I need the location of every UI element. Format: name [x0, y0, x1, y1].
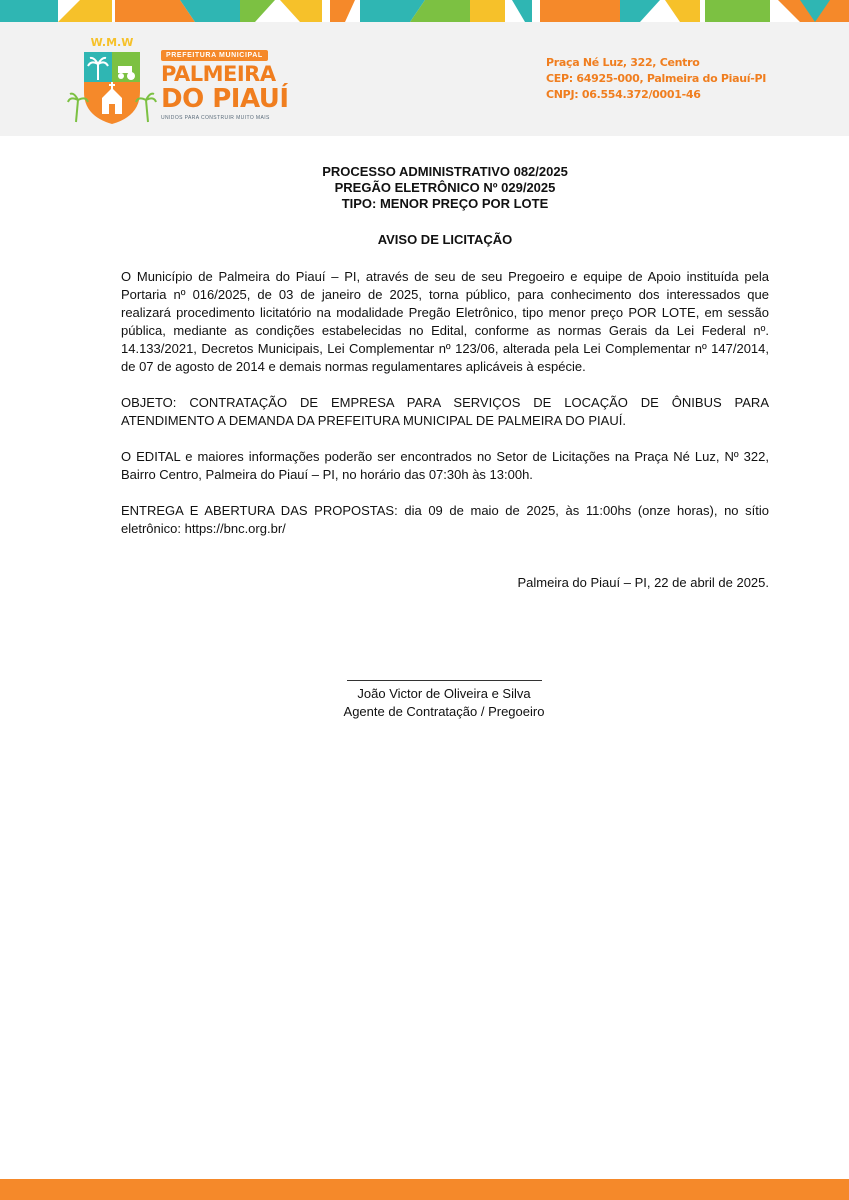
signature-block	[299, 668, 589, 721]
contact-cnpj: CNPJ: 06.554.372/0001-46	[546, 88, 701, 101]
contact-cep: CEP: 64925-000, Palmeira do Piauí-PI	[546, 72, 767, 85]
footer-decorative-strip	[0, 1179, 849, 1200]
prefeitura-label: PREFEITURA MUNICIPAL	[161, 50, 268, 61]
municipal-emblem-logo	[66, 30, 158, 128]
signatory-role: Agente de Contratação / Pregoeiro	[343, 704, 545, 719]
paragraph-entrega: ENTREGA E ABERTURA DAS PROPOSTAS: dia 09 de maio de 2025, às 11:00hs (onze horas), no sítio eletrônico: https://bnc.org.br/	[121, 503, 769, 536]
notice-title: AVISO DE LICITAÇÃO	[377, 232, 513, 247]
paragraph-intro: O Município de Palmeira do Piauí – PI, através de seu de seu Pregoeiro e equipe de Apoio instituída pela Portaria nº 016/2025, de 03 de janeiro de 2025, torna público, para conhecimento dos interessados que realizará procedimento licitatório na modalidade Pregão Eletrônico, tipo menor preço POR LOTE, em sessão pública, mediante as condições estabelecidas no Edital, conforme as normas Gerais da Lei Federal nº. 14.133/2021, Decretos Municipais, Lei Complementar nº 123/06, alterada pela Lei Complementar nº 147/2014, de 07 de agosto de 2014 e demais normas regulamentares aplicáveis à espécie.	[121, 269, 769, 374]
process-heading	[121, 164, 769, 212]
wordmark-line-do-piaui: DO PIAUÍ	[161, 84, 289, 114]
notice-document	[121, 164, 769, 592]
signature-line	[347, 680, 542, 681]
place-and-date: Palmeira do Piauí – PI, 22 de abril de 2025.	[517, 575, 769, 590]
wordmark-line-palmeira: PALMEIRA	[161, 62, 276, 86]
crown-mark: W.M.W	[90, 36, 134, 49]
wordmark-tagline: UNIDOS PARA CONSTRUIR MUITO MAIS	[161, 115, 270, 121]
contact-address: Praça Né Luz, 322, Centro	[546, 56, 700, 69]
letterhead-header	[0, 22, 849, 136]
signatory-name: João Victor de Oliveira e Silva	[357, 686, 531, 701]
triangle-pattern-graphic	[0, 0, 849, 22]
heading-line-tipo: TIPO: MENOR PREÇO POR LOTE	[341, 196, 549, 211]
paragraph-objeto: OBJETO: CONTRATAÇÃO DE EMPRESA PARA SERVIÇOS DE LOCAÇÃO DE ÔNIBUS PARA ATENDIMENTO A DEMANDA DA PREFEITURA MUNICIPAL DE PALMEIRA DO PIAUÍ.	[121, 395, 769, 428]
paragraph-edital: O EDITAL e maiores informações poderão ser encontrados no Setor de Licitações na Praça Né Luz, Nº 322, Bairro Centro, Palmeira do Piauí – PI, no horário das 07:30h às 13:00h.	[121, 449, 769, 482]
top-decorative-strip	[0, 0, 849, 22]
municipal-wordmark	[161, 44, 289, 121]
contact-block	[546, 55, 766, 103]
heading-line-pregao: PREGÃO ELETRÔNICO Nº 029/2025	[334, 180, 556, 195]
heading-line-process: PROCESSO ADMINISTRATIVO 082/2025	[322, 164, 568, 179]
